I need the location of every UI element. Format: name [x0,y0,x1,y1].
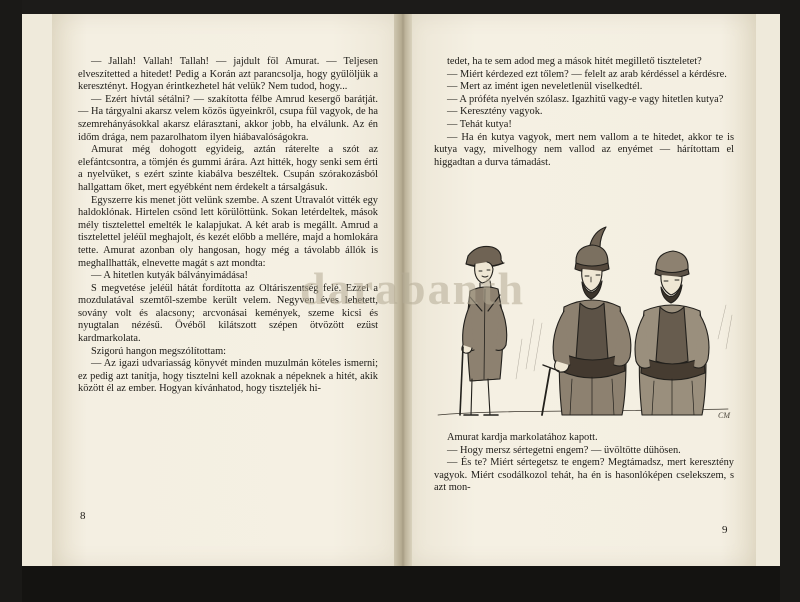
paragraph: — A hitetlen kutyák bálványimádása! [91,270,248,282]
paragraph: tedet, ha te sem adod meg a mások hitét megillető tiszteletet? [447,56,702,67]
right-page-folio: 9 [722,524,728,536]
arab-figure-center [542,227,631,415]
backdrop-right-edge [780,0,800,602]
three-figures-illustration [430,219,736,424]
paragraph: — Ha én kutya vagyok, mert nem vallom a te hitedet, akkor te is kutya vagy, mivelhogy nem vallod az enyémet — hárítottam el higgadtan a durva támadást. [434,131,734,168]
paragraph: — Miért kérdezed ezt tőlem? — felelt az arab kérdéssel a kérdésre. [447,68,727,80]
paragraph: — A próféta nyelvén szólasz. Igazhitű vagy-e vagy hitetlen kutya? [447,93,724,105]
paragraph: Amurat kardja markolatához kapott. [447,432,598,443]
open-book [22,14,780,566]
left-page-folio: 8 [80,510,86,522]
paragraph: — Tehát kutya! [447,118,512,130]
backdrop-bottom-edge [0,566,800,602]
arab-figure-right [635,251,709,415]
right-page-text-column-bottom [434,432,734,495]
paragraph: — Az igazi udvariasság könyvét minden muzulmán köteles ismerni; ez pedig azt tanítja, hogy tisztelni kell azoknak a népeknek a hitét, akik között él az ember. Hogyan kívánhatod, hogy tiszteljék hi- [78,358,378,395]
book-gutter [394,14,412,566]
left-page-text-column [78,56,378,396]
paragraph: — Keresztény vagyok. [447,106,543,118]
backdrop-top-edge [0,0,800,14]
paragraph: Egyszerre kis menet jött velünk szembe. A szent Utravalót vitték egy haldoklónak. Hirtelen csönd lett körülöttünk. Sokan letérdeltek, mások mély tisztelettel emelték le kalapjukat. A két arab is megállt. Amrud a tisztelettel jeléül meghajolt, és kezét előbb a mellére, majd a homlokára tette. Amurat azonban oly hangosan, hogy még a távolabb állók is meghallhatták, elnevette magát s azt mondta: [78,194,378,269]
paragraph: — Hogy mersz sértegetni engem? — üvöltötte dühösen. [447,444,681,456]
european-figure [460,246,507,415]
paragraph: — És te? Miért sértegetsz te engem? Megtámadsz, mert keresztény vagyok. Miért csodálkozol tehát, ha én is hasonlóképen cselekszem, s azt mon- [434,457,734,494]
paragraph: — Jallah! Vallah! Tallah! — jajdult föl Amurat. — Teljesen elveszítetted a hitedet! Pedig a Korán azt parancsolja, hogy gyűlöljük a keresztényt. Hogyan érintkezhetel hát velük? Nem tudod, hogy... [78,56,378,93]
paragraph: — Mert az imént igen neveletlenül viselkedtél. [447,81,643,93]
backdrop-left-edge [0,0,22,602]
paragraph: Amurat még dohogott egyideig, aztán ráterelte a szót az elefántcsontra, a tömjén és gummi árára. Azt hitték, hogy senki sem érti a nyelvüket, s ezért szinte kiabálva beszéltek. Csupán szórakozásból hallgattam őket, mert egyébként nem érdekelt a társalgásuk. [78,144,378,193]
paragraph: S megvetése jeléül hátát fordította az Oltáriszentség felé. Ezzel a mozdulatával szemtől-szembe került velem. Negyven éves lehetett, sovány volt és alacsony; arcvonásai kemények, szeme kicsi és nyugtalan nézésű. Övéből kilátszott szépen ötvözött ezüst kardmarkolata. [78,282,378,345]
illustration-signature: CM [718,411,730,420]
watermark-text: darabanth [300,263,526,314]
right-page-text-column-top [434,56,734,169]
paragraph: — Ezért hívtál sétálni? — szakította félbe Amrud kesergő barátját. — Ha tárgyalni akarsz velem közös ügyeinkről, csupa fül vagyok, de ha szemrehányásokkal akarsz elárasztani, akkor jobb, ha elválunk. Az én időm drága, nem pazarolhatom ilyen hiábavalóságokra. [78,93,378,143]
paragraph: Szigorú hangon megszólítottam: [91,345,227,357]
